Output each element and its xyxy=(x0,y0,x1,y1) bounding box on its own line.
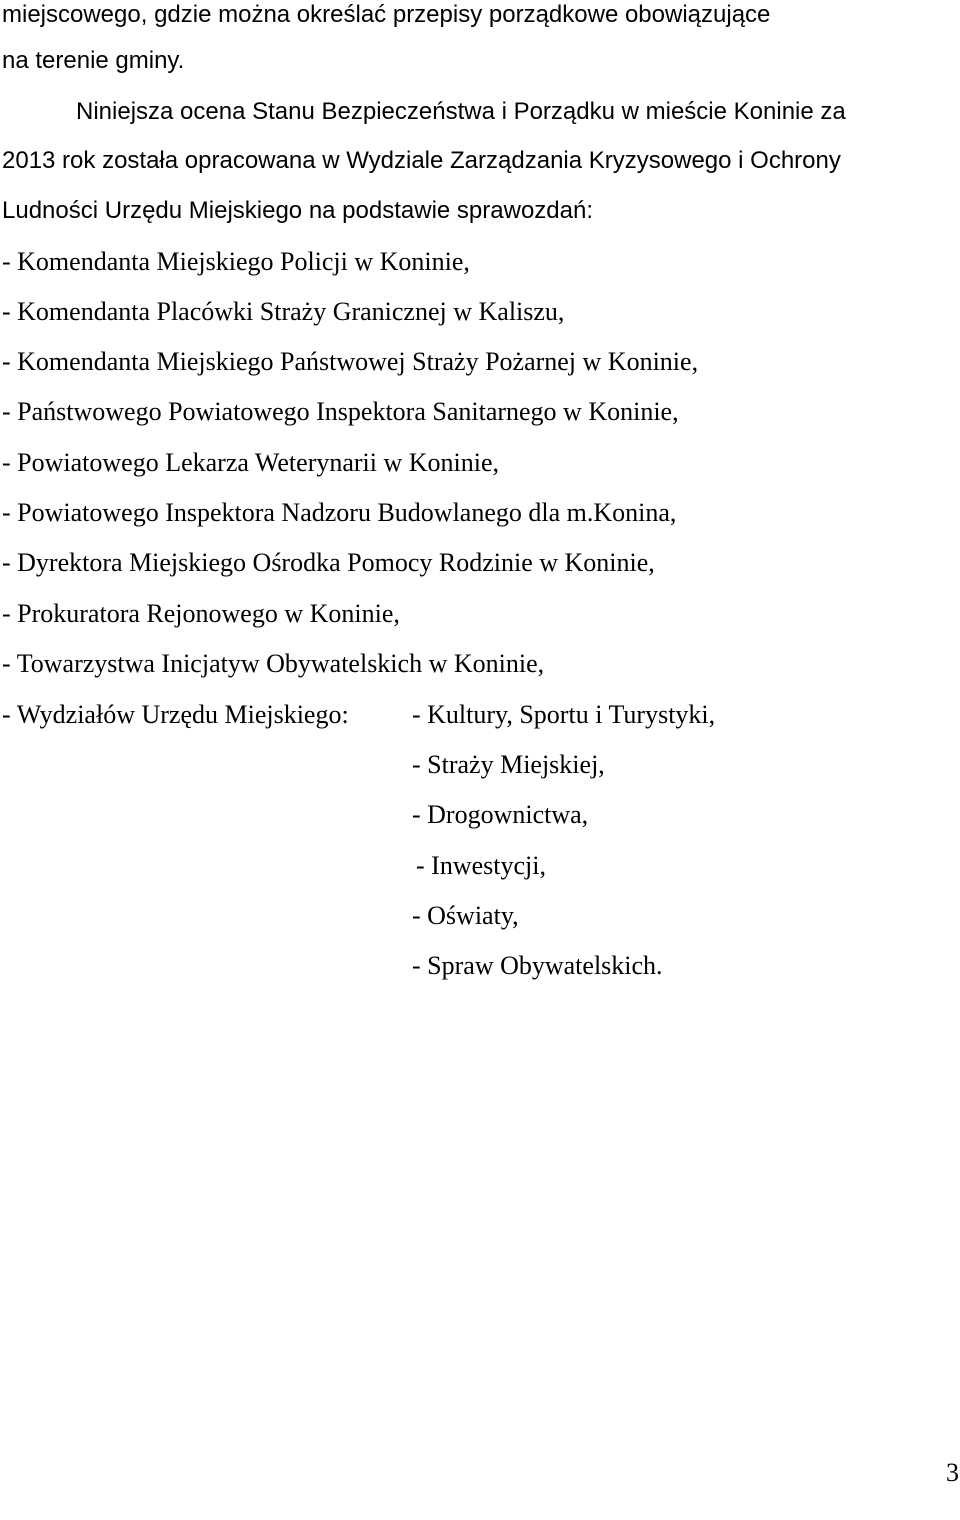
page-number: 3 xyxy=(946,1458,959,1487)
source-item: - Dyrektora Miejskiego Ośrodka Pomocy Rodzinie w Koninie, xyxy=(2,548,655,577)
intro-line-1: miejscowego, gdzie można określać przepisy porządkowe obowiązujące xyxy=(2,1,771,28)
department-item: - Kultury, Sportu i Turystyki, xyxy=(412,700,716,729)
source-item: - Komendanta Miejskiego Policji w Koninie, xyxy=(2,247,470,276)
department-item: - Drogownictwa, xyxy=(412,800,589,829)
department-item: - Inwestycji, xyxy=(416,851,546,880)
source-item: - Państwowego Powiatowego Inspektora Sanitarnego w Koninie, xyxy=(2,397,679,426)
source-item: - Powiatowego Lekarza Weterynarii w Koninie, xyxy=(2,448,500,477)
source-item: - Komendanta Placówki Straży Granicznej w Kaliszu, xyxy=(2,297,565,326)
department-item: - Straży Miejskiej, xyxy=(412,750,605,779)
departments-label: - Wydziałów Urzędu Miejskiego: xyxy=(2,700,349,729)
intro-line-2: na terenie gminy. xyxy=(2,47,185,74)
department-item: - Spraw Obywatelskich. xyxy=(412,951,663,980)
paragraph-line-2: 2013 rok została opracowana w Wydziale Zarządzania Kryzysowego i Ochrony xyxy=(2,147,841,174)
source-item: - Komendanta Miejskiego Państwowej Straży Pożarnej w Koninie, xyxy=(2,347,699,376)
source-item: - Towarzystwa Inicjatyw Obywatelskich w Koninie, xyxy=(2,649,545,678)
source-item: - Prokuratora Rejonowego w Koninie, xyxy=(2,599,400,628)
department-item: - Oświaty, xyxy=(412,901,519,930)
paragraph-line-3: Ludności Urzędu Miejskiego na podstawie sprawozdań: xyxy=(2,197,593,224)
paragraph-line-1: Niniejsza ocena Stanu Bezpieczeństwa i Porządku w mieście Koninie za xyxy=(76,98,846,125)
source-item: - Powiatowego Inspektora Nadzoru Budowlanego dla m.Konina, xyxy=(2,498,677,527)
